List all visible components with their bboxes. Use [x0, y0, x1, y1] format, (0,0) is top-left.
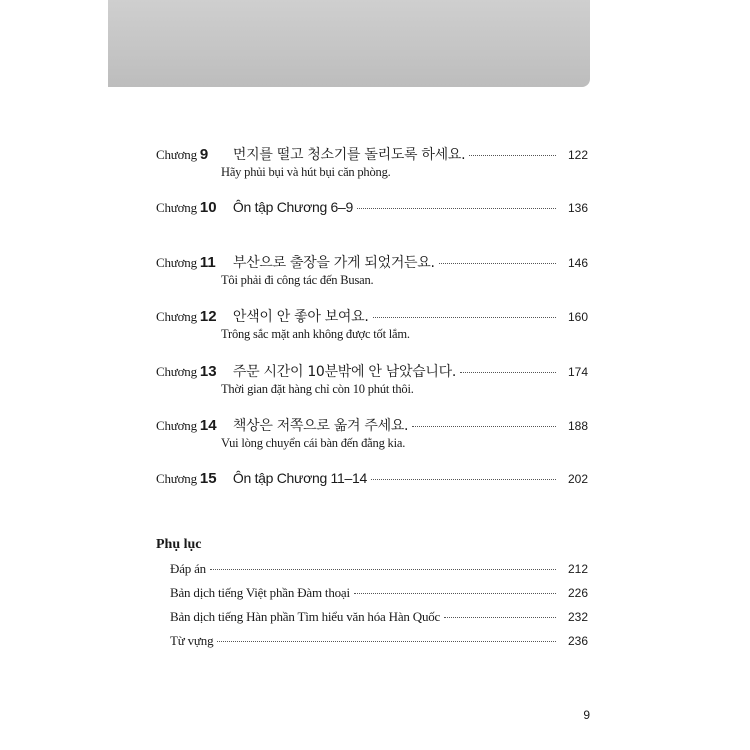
- chapter-number: 12: [199, 308, 217, 325]
- chapter-title: 안색이 안 좋아 보여요.: [232, 309, 369, 325]
- appendix-item-vocabulary[interactable]: [170, 633, 588, 653]
- dot-leader: [412, 426, 556, 427]
- appendix-heading: Phụ lục: [156, 537, 202, 552]
- dot-leader: [217, 641, 556, 642]
- chapter-number: 15: [199, 470, 217, 487]
- chapter-subtitle: Hãy phủi bụi và hút bụi căn phòng.: [221, 165, 391, 179]
- dot-leader: [439, 263, 556, 264]
- dot-leader: [371, 479, 556, 480]
- page-number: 188: [567, 419, 588, 433]
- page-number: 136: [567, 201, 588, 215]
- chapter-title: 부산으로 출장을 가게 되었거든요.: [232, 255, 435, 271]
- chapter-number: 14: [199, 417, 217, 434]
- page-number: 122: [567, 148, 588, 162]
- page-number: 212: [567, 562, 588, 576]
- chapter-prefix: Chương: [156, 364, 197, 379]
- page-number: 174: [567, 365, 588, 379]
- chapter-prefix: Chương: [156, 418, 197, 433]
- dot-leader: [354, 593, 556, 594]
- chapter-prefix: Chương: [156, 255, 197, 270]
- toc-entry-chapter-14[interactable]: [156, 415, 588, 435]
- toc-entry-chapter-15[interactable]: [156, 470, 588, 490]
- appendix-item-vietnamese-translation[interactable]: [170, 585, 588, 605]
- chapter-subtitle: Tôi phải đi công tác đến Busan.: [221, 273, 374, 287]
- dot-leader: [357, 208, 556, 209]
- toc-entry-chapter-9[interactable]: [156, 144, 588, 164]
- appendix-label: Từ vựng: [170, 633, 214, 648]
- toc-entry-chapter-11[interactable]: [156, 252, 588, 272]
- chapter-prefix: Chương: [156, 147, 197, 162]
- page-number: 236: [567, 634, 588, 648]
- dot-leader: [444, 617, 556, 618]
- header-band: [108, 0, 590, 87]
- footer-page-number: 9: [583, 708, 590, 722]
- chapter-prefix: Chương: [156, 309, 197, 324]
- chapter-number: 9: [199, 146, 209, 163]
- toc-entry-chapter-10[interactable]: [156, 199, 588, 219]
- page-number: 160: [567, 310, 588, 324]
- page-number: 232: [567, 610, 588, 624]
- appendix-label: Bản dịch tiếng Việt phần Đàm thoại: [170, 585, 350, 600]
- chapter-title: Ôn tập Chương 6–9: [232, 199, 353, 215]
- chapter-title: 주문 시간이 10분밖에 안 남았습니다.: [232, 364, 457, 380]
- appendix-label: Đáp án: [170, 561, 206, 576]
- appendix-item-answers[interactable]: [170, 561, 588, 581]
- page-number: 146: [567, 256, 588, 270]
- chapter-number: 11: [199, 254, 216, 271]
- chapter-subtitle: Trông sắc mặt anh không được tốt lắm.: [221, 327, 410, 341]
- page-number: 202: [567, 472, 588, 486]
- chapter-subtitle: Vui lòng chuyển cái bàn đến đằng kia.: [221, 436, 406, 450]
- appendix-label: Bản dịch tiếng Hàn phần Tìm hiểu văn hóa Hàn Quốc: [170, 609, 441, 624]
- chapter-title: Ôn tập Chương 11–14: [232, 470, 367, 486]
- chapter-subtitle: Thời gian đặt hàng chỉ còn 10 phút thôi.: [221, 382, 414, 396]
- chapter-prefix: Chương: [156, 471, 197, 486]
- dot-leader: [210, 569, 556, 570]
- dot-leader: [373, 317, 556, 318]
- chapter-number: 13: [199, 363, 217, 380]
- chapter-title: 먼지를 떨고 청소기를 돌리도록 하세요.: [232, 147, 466, 163]
- toc-entry-chapter-12[interactable]: [156, 306, 588, 326]
- toc-entry-chapter-13[interactable]: [156, 361, 588, 381]
- chapter-prefix: Chương: [156, 200, 197, 215]
- appendix-item-korean-translation[interactable]: [170, 609, 588, 629]
- page-number: 226: [567, 586, 588, 600]
- chapter-number: 10: [199, 199, 217, 216]
- chapter-title: 책상은 저쪽으로 옮겨 주세요.: [232, 418, 409, 434]
- dot-leader: [460, 372, 556, 373]
- dot-leader: [469, 155, 556, 156]
